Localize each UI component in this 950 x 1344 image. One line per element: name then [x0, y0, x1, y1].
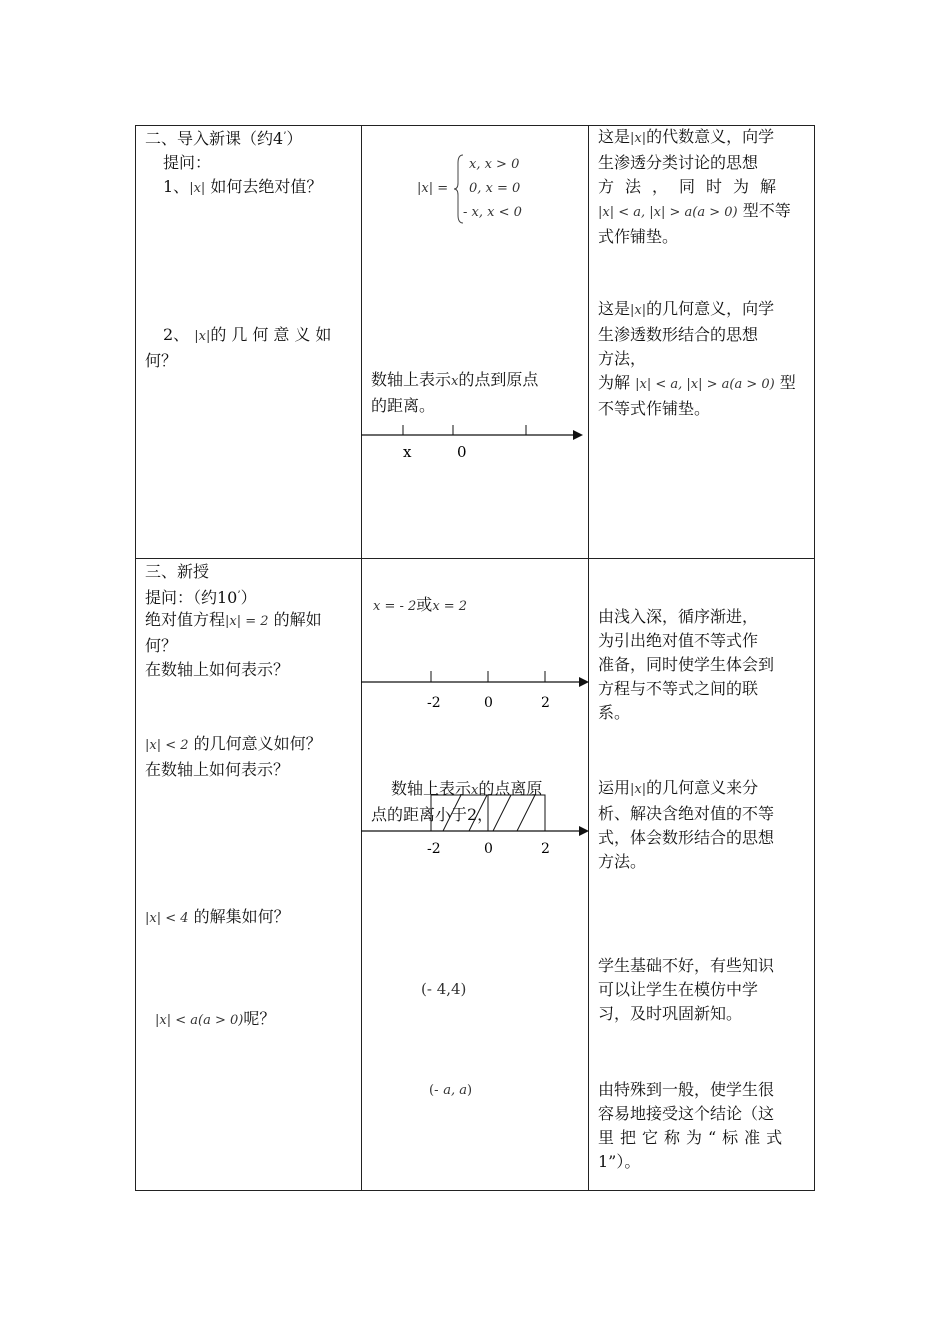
section3-heading: 三、新授	[145, 562, 210, 581]
inequality-geometric-text: 数轴上表示x的点离原 点的距离小于2，	[371, 779, 543, 824]
lesson-plan-table	[135, 125, 815, 1191]
tick-label-2-b: 2	[541, 841, 550, 857]
section3-note-progressive: 由浅入深，循序渐进， 为引出绝对值不等式作 准备，同时使学生体会到 方程与不等式之间的联 系。	[598, 607, 775, 722]
tick-label-0: 0	[457, 443, 467, 461]
column-divider-1	[361, 125, 362, 1191]
section2-ask: 提问：	[163, 153, 212, 172]
equation-solution: x = - 2或x = 2	[373, 595, 468, 614]
section3-question2: |x| < 2 的几何意义如何？ 在数轴上如何表示？	[145, 734, 322, 779]
section3-question4: |x| < a(a > 0)呢？	[155, 1009, 276, 1028]
section3-question1: 绝对值方程|x| = 2 的解如 何？ 在数轴上如何表示？	[145, 610, 322, 679]
section2-note-geometric: 这是|x|的几何意义，向学 生渗透数形结合的思想 方法， 为解 |x| < a, |x| > a(a > 0) 型 不等式作铺垫。	[598, 299, 796, 418]
tick-label-x: x	[403, 443, 412, 461]
table-border-bottom	[135, 1190, 815, 1191]
tick-label-neg2: -2	[427, 695, 441, 711]
geometric-meaning-text: 数轴上表示x的点到原点 的距离。	[371, 370, 539, 415]
solution-set-a: (- a, a)	[429, 1083, 473, 1098]
section3-note-standard-form: 由特殊到一般，使学生很 容易地接受这个结论（这 里把它称为“标准式 1”）。	[598, 1080, 789, 1171]
tick-label-2: 2	[541, 695, 550, 711]
tick-label-zero-b: 0	[484, 841, 493, 857]
section2-heading: 二、导入新课（约4’）	[145, 129, 303, 148]
section3-question3: |x| < 4 的解集如何？	[145, 907, 290, 926]
column-divider-2	[588, 125, 589, 1191]
section2-question2: 2、 |x|的几何意义如 何？	[145, 325, 337, 370]
section3-note-geometric: 运用|x|的几何意义来分 析、解决含绝对值的不等 式，体会数形结合的思想 方法。	[598, 778, 775, 871]
section2-note-algebraic: 这是|x|的代数意义，向学 生渗透分类讨论的思想 方法，同时为解 |x| < a, |x| > a(a > 0) 型不等 式作铺垫。	[598, 127, 791, 246]
row-divider	[135, 558, 815, 559]
tick-label-neg2-b: -2	[427, 841, 441, 857]
section3-note-imitation: 学生基础不好，有些知识 可以让学生在模仿中学 习，及时巩固新知。	[598, 956, 775, 1023]
table-border-right	[814, 125, 815, 1191]
piecewise-definition: |x| = x, x > 0 0, x = 0 - x, x < 0	[417, 153, 577, 225]
section3-ask: 提问：（约10’）	[145, 588, 257, 607]
number-line-abs	[361, 425, 587, 475]
solution-set-4: (- 4,4)	[421, 980, 467, 998]
number-line-equation	[361, 669, 591, 729]
section2-question1: 1、|x| 如何去绝对值？	[163, 177, 323, 196]
table-border-left	[135, 125, 136, 1191]
tick-label-zero: 0	[484, 695, 493, 711]
